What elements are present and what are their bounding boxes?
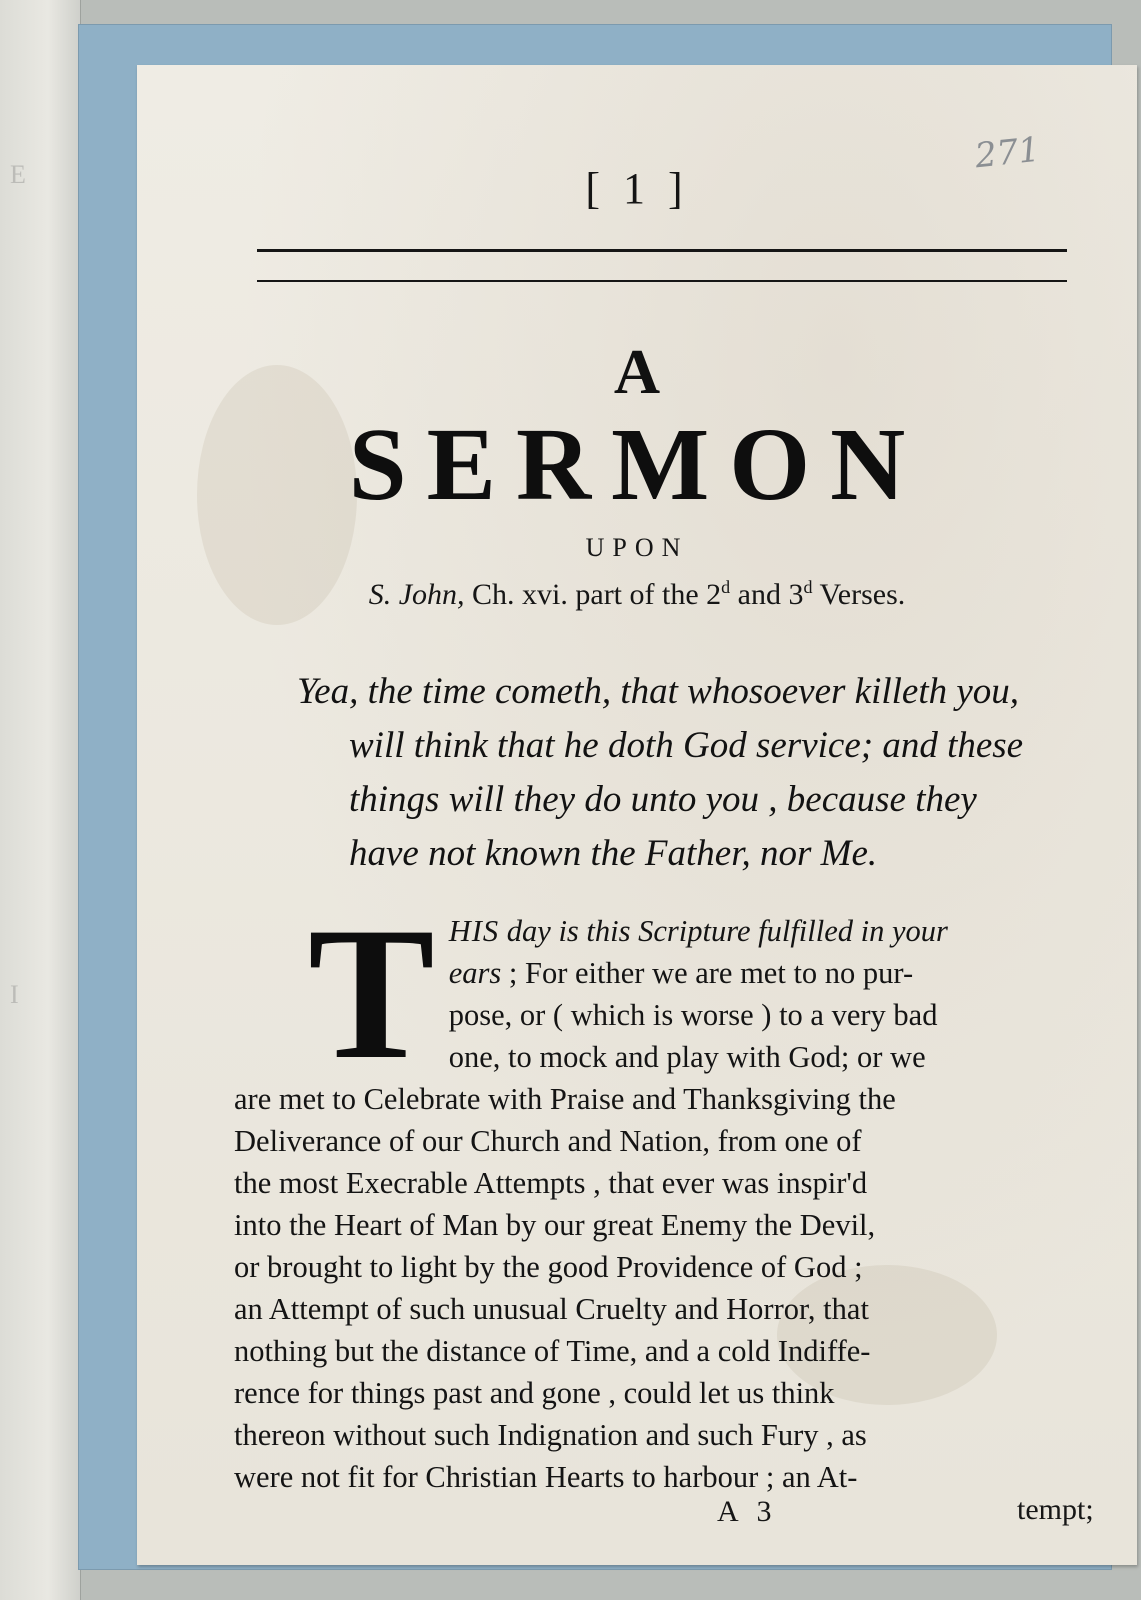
body-line: into the Heart of Man by our great Enemy the Devil, xyxy=(234,1208,876,1242)
verse-line: will think that he doth God service; and these xyxy=(349,725,1024,766)
sermon-body xyxy=(234,889,1102,1498)
verse-line: have not known the Father, nor Me. xyxy=(349,833,878,874)
body-line: were not fit for Christian Hearts to harbour ; an At- xyxy=(234,1460,858,1494)
body-line: pose, or ( which is worse ) to a very bad xyxy=(448,998,938,1032)
signature-mark: A 3 xyxy=(717,1495,778,1528)
previous-page-edge xyxy=(0,0,81,1600)
bleed-mark: E xyxy=(10,160,26,189)
body-line: or brought to light by the good Providence of God ; xyxy=(234,1250,863,1284)
verse-line: things will they do unto you , because they xyxy=(349,779,977,820)
body-line: one, to mock and play with God; or we xyxy=(448,1040,926,1074)
reference-superscript: d xyxy=(803,577,813,597)
header-rule-bottom xyxy=(257,280,1067,282)
bleed-mark: I xyxy=(10,980,19,1009)
drop-cap: T xyxy=(308,889,435,1099)
verse-line: Yea, the time cometh, that whosoever killeth you, xyxy=(297,671,1020,712)
reference-text: Ch. xvi. part of the 2 xyxy=(472,578,722,611)
scripture-verse xyxy=(297,665,1077,881)
body-line: nothing but the distance of Time, and a cold Indiffe- xyxy=(234,1334,871,1368)
title-article: A xyxy=(613,336,661,407)
body-italic: day is this Scripture fulfilled in your xyxy=(499,914,948,948)
catchword: tempt; xyxy=(1017,1493,1094,1526)
body-line: rence for things past and gone , could let us think xyxy=(234,1376,835,1410)
reference-book: S. John, xyxy=(368,578,465,611)
scripture-reference xyxy=(137,577,1137,612)
blue-card-backing xyxy=(78,24,1112,1570)
book-page xyxy=(137,65,1137,1565)
page-number: [ 1 ] xyxy=(585,164,689,213)
body-line: an Attempt of such unusual Cruelty and Horror, that xyxy=(234,1292,869,1326)
reference-superscript: d xyxy=(721,577,731,597)
body-caps: HIS xyxy=(448,914,500,948)
body-text: ; For either we are met to no pur- xyxy=(501,956,914,990)
body-line: Deliverance of our Church and Nation, from one of xyxy=(234,1124,862,1158)
header-rule-top xyxy=(257,249,1067,252)
reference-text: and 3 xyxy=(737,578,804,611)
body-line: are met to Celebrate with Praise and Thanksgiving the xyxy=(234,1082,896,1116)
body-line: the most Execrable Attempts , that ever was inspir'd xyxy=(234,1166,868,1200)
pencil-annotation: 271 xyxy=(973,129,1042,177)
body-italic: ears xyxy=(448,956,502,990)
title-upon: UPON xyxy=(585,533,689,562)
title-sermon: SERMON xyxy=(348,407,926,522)
body-line: thereon without such Indignation and such Fury , as xyxy=(234,1418,867,1452)
reference-text: Verses. xyxy=(819,578,906,611)
